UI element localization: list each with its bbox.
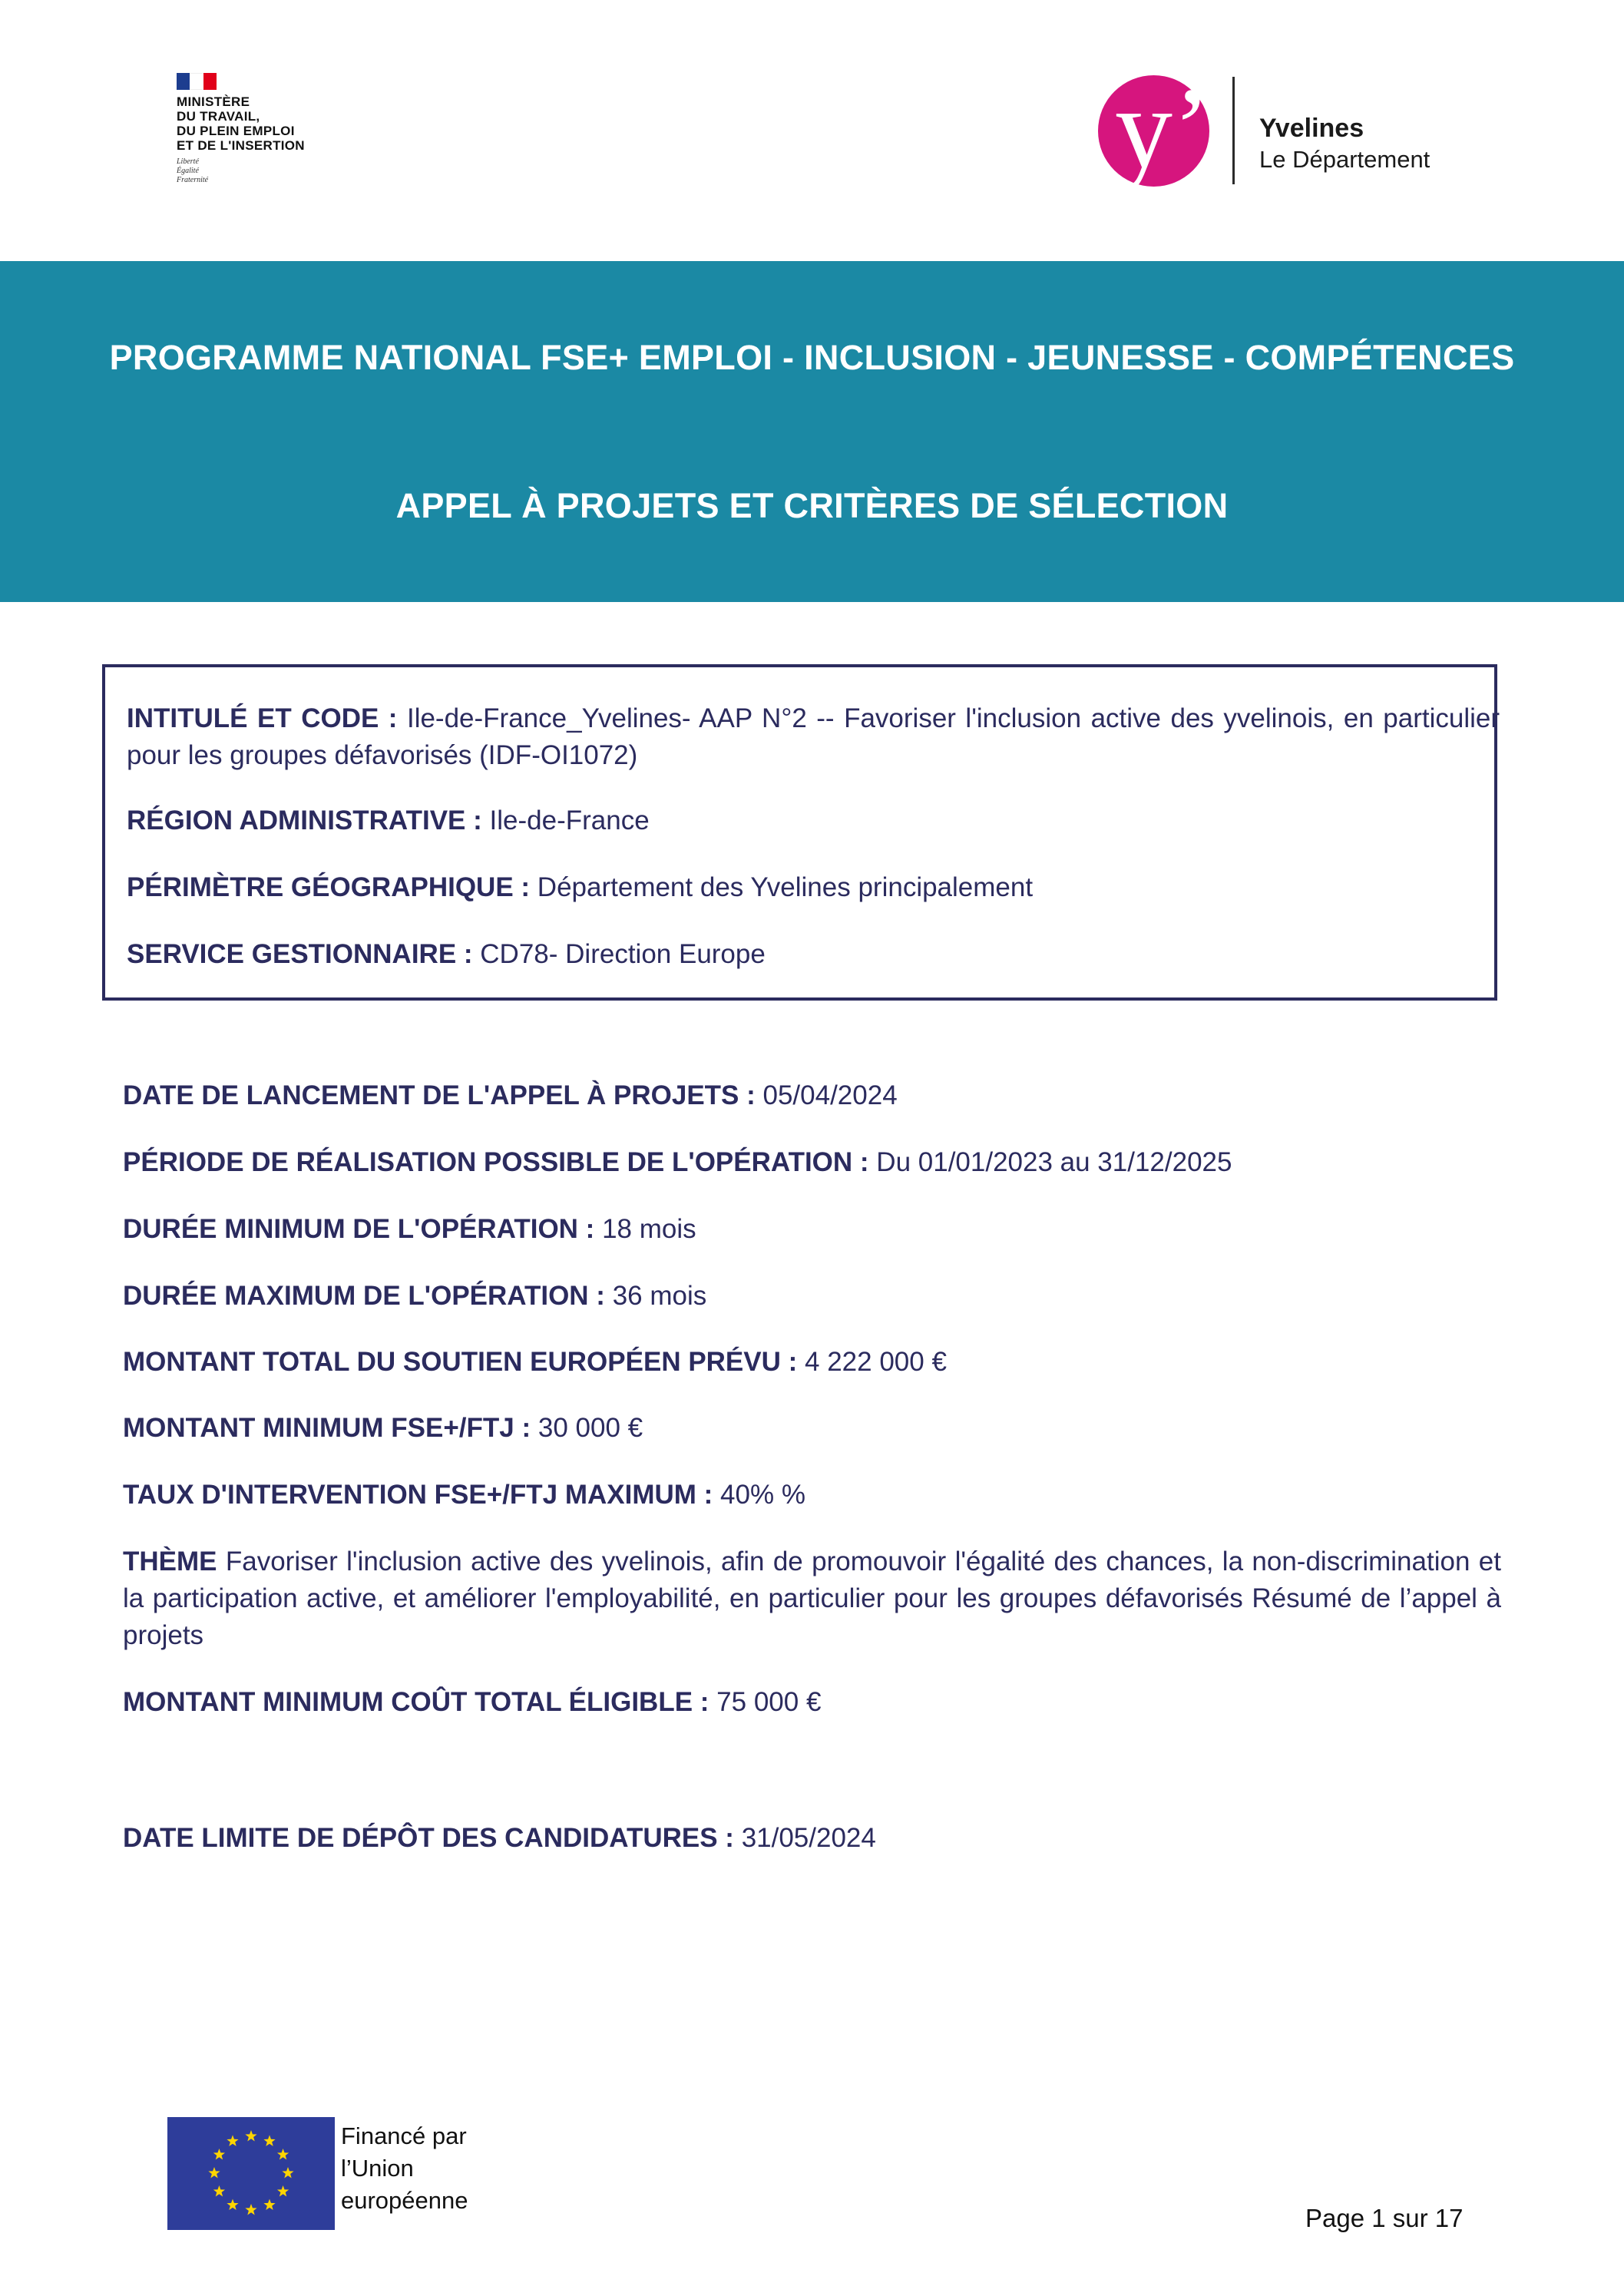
eu-star-icon: [263, 2199, 275, 2210]
theme-field: [123, 1543, 1501, 1654]
eu-text-line-3: européenne: [341, 2187, 468, 2214]
theme-label: THÈME: [123, 1547, 217, 1576]
eu-funding-text: [341, 2120, 510, 2217]
montant-total-label: MONTANT TOTAL DU SOUTIEN EUROPÉEN PRÉVU :: [123, 1347, 798, 1377]
taux-value: 40% %: [720, 1480, 805, 1510]
duree-min-field: [123, 1211, 696, 1248]
limite-label: DATE LIMITE DE DÉPÔT DES CANDIDATURES :: [123, 1823, 734, 1853]
eu-text-line-2: l’Union: [341, 2155, 414, 2182]
title-banner: [0, 261, 1624, 602]
service-label: SERVICE GESTIONNAIRE :: [127, 939, 473, 969]
lancement-field: [123, 1077, 898, 1114]
limite-value: 31/05/2024: [741, 1823, 876, 1853]
montant-min-label: MONTANT MINIMUM FSE+/FTJ :: [123, 1413, 531, 1443]
intitule-value: Ile-de-France_Yvelines- AAP N°2 -- Favoriser l'inclusion active des yvelinois, en particulier pour les groupes défavorisés (IDF-OI1072): [127, 703, 1500, 770]
montant-min-field: [123, 1410, 643, 1447]
lancement-value: 05/04/2024: [762, 1080, 898, 1110]
logo-divider: [1232, 77, 1235, 184]
ministry-line-2: DU TRAVAIL,: [177, 109, 260, 124]
perimetre-label: PÉRIMÈTRE GÉOGRAPHIQUE :: [127, 872, 531, 902]
yvelines-logo-icon: [1098, 65, 1211, 192]
taux-field: [123, 1477, 805, 1514]
motto-egalite: Égalité: [177, 167, 199, 175]
montant-min-value: 30 000 €: [537, 1413, 643, 1443]
eu-text-line-1: Financé par: [341, 2122, 467, 2149]
motto-liberte: Liberté: [177, 157, 199, 166]
region-value: Ile-de-France: [489, 806, 650, 835]
eu-star-icon: [245, 2130, 256, 2141]
ministry-logo: [177, 73, 361, 185]
program-title: PROGRAMME NATIONAL FSE+ EMPLOI - INCLUSION - JEUNESSE - COMPÉTENCES: [109, 338, 1515, 377]
eu-star-icon: [213, 2149, 225, 2159]
service-field: [127, 936, 766, 973]
theme-value: Favoriser l'inclusion active des yvelinois, afin de promouvoir l'égalité des chances, la non-discrimination et la participation active, et améliorer l'employabilité, en particulier pour les groupes défavorisés Résumé de l’appel à projets: [123, 1547, 1501, 1650]
department-name: Yvelines: [1259, 114, 1364, 143]
eu-star-icon: [227, 2199, 238, 2210]
department-subtitle: Le Département: [1259, 146, 1431, 173]
intitule-field: [127, 700, 1500, 774]
eu-star-icon: [213, 2185, 225, 2196]
eu-star-icon: [277, 2149, 289, 2159]
eu-star-icon: [227, 2135, 238, 2145]
intitule-label: INTITULÉ ET CODE :: [127, 703, 398, 733]
call-title: APPEL À PROJETS ET CRITÈRES DE SÉLECTION: [395, 486, 1229, 525]
cout-value: 75 000 €: [716, 1687, 822, 1717]
page-number: Page 1 sur 17: [1305, 2204, 1464, 2232]
duree-max-field: [123, 1278, 706, 1315]
duree-max-label: DURÉE MAXIMUM DE L'OPÉRATION :: [123, 1281, 605, 1311]
ministry-line-3: DU PLEIN EMPLOI: [177, 124, 295, 138]
eu-star-icon: [277, 2185, 289, 2196]
cout-label: MONTANT MINIMUM COÛT TOTAL ÉLIGIBLE :: [123, 1687, 709, 1717]
eu-star-icon: [263, 2135, 275, 2145]
taux-label: TAUX D'INTERVENTION FSE+/FTJ MAXIMUM :: [123, 1480, 713, 1510]
lancement-label: DATE DE LANCEMENT DE L'APPEL À PROJETS :: [123, 1080, 756, 1110]
montant-total-field: [123, 1344, 947, 1381]
eu-star-icon: [282, 2167, 293, 2178]
ministry-line-1: MINISTÈRE: [177, 94, 250, 109]
perimetre-field: [127, 869, 1033, 906]
limite-field: [123, 1820, 876, 1857]
duree-min-label: DURÉE MINIMUM DE L'OPÉRATION :: [123, 1214, 595, 1244]
duree-min-value: 18 mois: [602, 1214, 696, 1244]
eu-stars: [167, 2117, 335, 2230]
periode-field: [123, 1144, 1232, 1181]
region-label: RÉGION ADMINISTRATIVE :: [127, 806, 482, 835]
service-value: CD78- Direction Europe: [480, 939, 766, 969]
montant-total-value: 4 222 000 €: [805, 1347, 947, 1377]
motto-fraternite: Fraternité: [177, 176, 209, 184]
ministry-line-4: ET DE L'INSERTION: [177, 138, 305, 153]
eu-star-icon: [208, 2167, 220, 2178]
region-field: [127, 802, 650, 839]
periode-value: Du 01/01/2023 au 31/12/2025: [876, 1147, 1232, 1177]
yvelines-logo-letter: y’: [1115, 65, 1211, 192]
duree-max-value: 36 mois: [612, 1281, 707, 1311]
periode-label: PÉRIODE DE RÉALISATION POSSIBLE DE L'OPÉRATION :: [123, 1147, 869, 1177]
eu-star-icon: [245, 2204, 256, 2215]
french-flag-icon: [177, 73, 217, 90]
eu-flag-icon: [167, 2117, 335, 2230]
cout-field: [123, 1684, 821, 1721]
perimetre-value: Département des Yvelines principalement: [537, 872, 1034, 902]
